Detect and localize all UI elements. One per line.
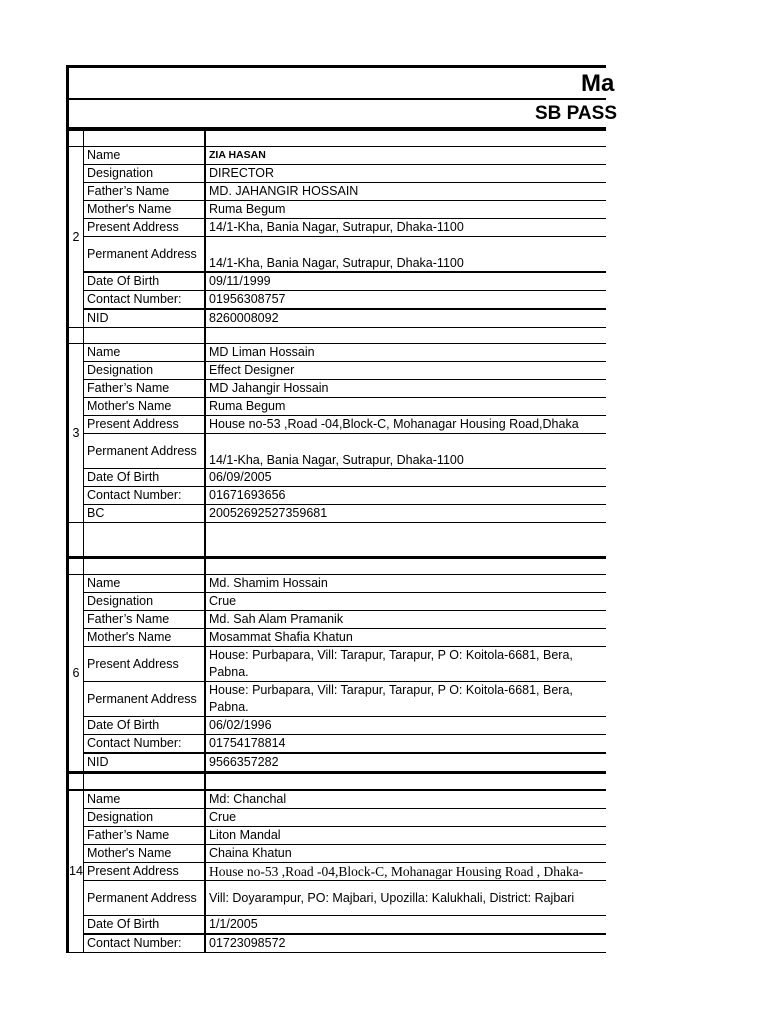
- record-row-contact: [68, 934, 607, 953]
- label-present: Present Address: [84, 863, 206, 881]
- label-dob: Date Of Birth: [84, 469, 206, 487]
- record-row-mother: [68, 201, 607, 219]
- value-father: Md. Sah Alam Pramanik: [205, 611, 606, 629]
- value-name: Md: Chanchal: [205, 790, 606, 809]
- value-contact: 01671693656: [205, 487, 606, 505]
- record-row-dob: [68, 469, 607, 487]
- value-contact: 01723098572: [205, 934, 606, 953]
- value-bc: 20052692527359681: [205, 505, 606, 523]
- title-row: [66, 65, 615, 100]
- value-mother: Ruma Begum: [205, 201, 606, 219]
- record-serial: 6: [68, 575, 84, 773]
- value-dob: 1/1/2005: [205, 916, 606, 935]
- record-serial: 3: [68, 344, 84, 523]
- label-designation: Designation: [84, 362, 206, 380]
- record-row-present: [68, 863, 607, 881]
- label-dob: Date Of Birth: [84, 916, 206, 935]
- label-name: Name: [84, 147, 206, 165]
- label-dob: Date Of Birth: [84, 717, 206, 735]
- value-designation: Crue: [205, 809, 606, 827]
- label-mother: Mother's Name: [84, 398, 206, 416]
- record-row-designation: [68, 809, 607, 827]
- record-row-father: [68, 827, 607, 845]
- value-contact: 01754178814: [205, 735, 606, 754]
- value-name: Md. Shamim Hossain: [205, 575, 606, 593]
- sheet-title: Ma: [581, 70, 615, 97]
- label-nid: NID: [84, 309, 206, 328]
- value-mother: Mosammat Shafia Khatun: [205, 629, 606, 647]
- label-present: Present Address: [84, 219, 206, 237]
- value-designation: DIRECTOR: [205, 165, 606, 183]
- record-serial: 14: [68, 790, 84, 953]
- label-contact: Contact Number:: [84, 487, 206, 505]
- record-row-designation: [68, 165, 607, 183]
- record-row-mother: [68, 629, 607, 647]
- value-mother: Chaina Khatun: [205, 845, 606, 863]
- label-contact: Contact Number:: [84, 291, 206, 310]
- value-father: Liton Mandal: [205, 827, 606, 845]
- value-contact: 01956308757: [205, 291, 606, 310]
- value-dob: 06/09/2005: [205, 469, 606, 487]
- record-row-present: [68, 647, 607, 682]
- label-mother: Mother's Name: [84, 201, 206, 219]
- value-present: House no-53 ,Road -04,Block-C, Mohanagar Housing Road , Dhaka-: [205, 863, 606, 881]
- record-row-dob: [68, 272, 607, 291]
- value-dob: 06/02/1996: [205, 717, 606, 735]
- label-dob: Date Of Birth: [84, 272, 206, 291]
- label-present: Present Address: [84, 647, 206, 682]
- label-designation: Designation: [84, 593, 206, 611]
- label-bc: BC: [84, 505, 206, 523]
- value-designation: Crue: [205, 593, 606, 611]
- record-row-mother: [68, 845, 607, 863]
- record-row-father: [68, 380, 607, 398]
- label-nid: NID: [84, 753, 206, 773]
- blank-row: [68, 131, 607, 147]
- record-row-name: [68, 790, 607, 809]
- label-father: Father’s Name: [84, 611, 206, 629]
- label-name: Name: [84, 575, 206, 593]
- record-row-permanent: [68, 237, 607, 273]
- value-nid: 8260008092: [205, 309, 606, 328]
- label-permanent: Permanent Address: [84, 881, 206, 916]
- label-mother: Mother's Name: [84, 629, 206, 647]
- record-row-permanent: [68, 682, 607, 717]
- record-row-contact: [68, 735, 607, 754]
- value-mother: Ruma Begum: [205, 398, 606, 416]
- value-permanent: 14/1-Kha, Bania Nagar, Sutrapur, Dhaka-1100: [205, 237, 606, 273]
- spreadsheet: [66, 65, 618, 953]
- label-father: Father’s Name: [84, 827, 206, 845]
- record-row-present: [68, 416, 607, 434]
- blank-row: [68, 558, 607, 575]
- record-row-designation: [68, 593, 607, 611]
- value-present: House no-53 ,Road -04,Block-C, Mohanagar Housing Road,Dhaka: [205, 416, 606, 434]
- label-designation: Designation: [84, 809, 206, 827]
- record-row-permanent: [68, 881, 607, 916]
- value-present: 14/1-Kha, Bania Nagar, Sutrapur, Dhaka-1100: [205, 219, 606, 237]
- label-name: Name: [84, 344, 206, 362]
- value-dob: 09/11/1999: [205, 272, 606, 291]
- label-permanent: Permanent Address: [84, 682, 206, 717]
- record-row-dob: [68, 916, 607, 935]
- label-permanent: Permanent Address: [84, 434, 206, 469]
- label-contact: Contact Number:: [84, 735, 206, 754]
- record-row-contact: [68, 487, 607, 505]
- value-permanent: Vill: Doyarampur, PO: Majbari, Upozilla: Kalukhali, District: Rajbari: [205, 881, 606, 916]
- records-table: [66, 130, 606, 953]
- value-name: ZIA HASAN: [205, 147, 606, 165]
- record-row-father: [68, 183, 607, 201]
- record-row-name: [68, 575, 607, 593]
- subtitle-row: [66, 100, 618, 130]
- value-permanent: 14/1-Kha, Bania Nagar, Sutrapur, Dhaka-1100: [205, 434, 606, 469]
- label-designation: Designation: [84, 165, 206, 183]
- record-row-present: [68, 219, 607, 237]
- record-row-nid: [68, 753, 607, 773]
- blank-row: [68, 328, 607, 344]
- label-father: Father’s Name: [84, 380, 206, 398]
- record-row-father: [68, 611, 607, 629]
- sheet-subtitle: SB PASS: [535, 103, 618, 124]
- record-row-bc: [68, 505, 607, 523]
- blank-row: [68, 773, 607, 791]
- value-father: MD Jahangir Hossain: [205, 380, 606, 398]
- value-designation: Effect Designer: [205, 362, 606, 380]
- label-mother: Mother's Name: [84, 845, 206, 863]
- label-present: Present Address: [84, 416, 206, 434]
- value-permanent: House: Purbapara, Vill: Tarapur, Tarapur, P O: Koitola-6681, Bera, Pabna.: [205, 682, 606, 717]
- value-nid: 9566357282: [205, 753, 606, 773]
- record-serial: 2: [68, 147, 84, 328]
- record-row-permanent: [68, 434, 607, 469]
- blank-row: [68, 523, 607, 558]
- record-row-designation: [68, 362, 607, 380]
- value-father: MD. JAHANGIR HOSSAIN: [205, 183, 606, 201]
- record-row-contact: [68, 291, 607, 310]
- record-row-dob: [68, 717, 607, 735]
- record-row-nid: [68, 309, 607, 328]
- record-row-name: [68, 147, 607, 165]
- label-contact: Contact Number:: [84, 934, 206, 953]
- value-name: MD Liman Hossain: [205, 344, 606, 362]
- record-row-name: [68, 344, 607, 362]
- label-name: Name: [84, 790, 206, 809]
- label-father: Father’s Name: [84, 183, 206, 201]
- label-permanent: Permanent Address: [84, 237, 206, 273]
- value-present: House: Purbapara, Vill: Tarapur, Tarapur, P O: Koitola-6681, Bera, Pabna.: [205, 647, 606, 682]
- record-row-mother: [68, 398, 607, 416]
